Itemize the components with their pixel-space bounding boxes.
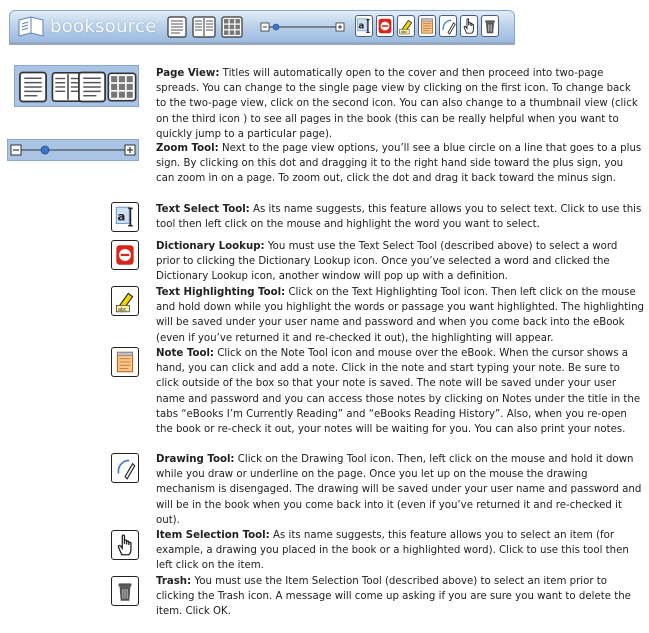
trash-section bbox=[156, 574, 644, 620]
single-page-view-icon[interactable] bbox=[167, 16, 187, 38]
section-body: You must use the Text Select Tool (described above) to select a word prior to clicking the Dictionary Lookup icon. Once you’ve selected a word and clicked the Dictionary Lookup icon, another window will pop up with a definition. bbox=[156, 241, 618, 283]
item-selection-section bbox=[156, 528, 644, 574]
drawing-icon bbox=[111, 453, 139, 483]
two-page-view-icon[interactable] bbox=[192, 16, 216, 38]
note-icon bbox=[111, 347, 139, 377]
dictionary-icon bbox=[111, 240, 139, 270]
dictionary-icon[interactable] bbox=[376, 15, 394, 37]
highlighter-icon[interactable] bbox=[397, 15, 415, 37]
hand-icon[interactable] bbox=[460, 15, 478, 37]
section-title: Page View: bbox=[156, 68, 220, 79]
zoom-slider-icon bbox=[8, 140, 138, 160]
note-tool-section bbox=[156, 346, 644, 437]
text-select-icon bbox=[111, 202, 139, 232]
section-title: Item Selection Tool: bbox=[156, 530, 270, 541]
toolbar-divider bbox=[9, 43, 515, 45]
section-title: Dictionary Lookup: bbox=[156, 241, 265, 252]
page-view-illustration bbox=[14, 65, 139, 107]
section-body: As its name suggests, this feature allows you to select an item (for example, a drawing you placed in the book or a highlighted word). Click to use this tool then left click on the item. bbox=[156, 530, 629, 572]
section-body: Next to the page view options, you’ll see a blue circle on a line that goes to a plus sign. By clicking on this dot and dragging it to the right hand side toward the plus sign, you can zoom in on a page. To zoom out, click the dot and drag it back toward the minus sign. bbox=[156, 143, 642, 185]
text-select-icon[interactable] bbox=[355, 15, 373, 37]
booksource-toolbar bbox=[9, 10, 515, 43]
page-view-section bbox=[156, 66, 644, 142]
section-title: Zoom Tool: bbox=[156, 143, 219, 154]
trash-icon[interactable] bbox=[481, 15, 499, 37]
tool-palette bbox=[355, 15, 499, 37]
thumbnail-view-icon[interactable] bbox=[221, 16, 243, 38]
section-title: Drawing Tool: bbox=[156, 454, 235, 465]
dictionary-section bbox=[156, 239, 644, 285]
section-body: Click on the Text Highlighting Tool icon. Then left click on the mouse and hold down while you highlight the words or passage you want highlighted. The highlighting will be saved under your user name and password and when you come back into the eBook (even if you’ve returned it and re-checked it out), the highlighting will appear. bbox=[156, 287, 644, 344]
section-title: Trash: bbox=[156, 576, 192, 587]
two-page-view-icon bbox=[77, 71, 107, 103]
hand-icon bbox=[111, 530, 139, 560]
text-select-section bbox=[156, 202, 644, 232]
section-body: As its name suggests, this feature allows you to select text. Click to use this tool then left click on the mouse and highlight the word you want to select. bbox=[156, 204, 642, 231]
highlighting-section bbox=[156, 285, 644, 346]
zoom-tool-section bbox=[156, 141, 644, 187]
zoom-slider[interactable] bbox=[260, 19, 345, 35]
section-body: Click on the Drawing Tool icon. Then, left click on the mouse and hold it down while you draw or underline on the page. Once you let up on the mouse the drawing mechanism is disengaged. The drawing will be saved under your user name and password and will be in the book when you come back into it (even if you’ve returned it and re-checked it out). bbox=[156, 454, 642, 526]
drawing-icon[interactable] bbox=[439, 15, 457, 37]
thumbnail-view-icon bbox=[107, 71, 137, 103]
page-view-controls bbox=[167, 16, 243, 42]
brand-name: booksource bbox=[50, 16, 157, 37]
trash-icon bbox=[111, 576, 139, 606]
note-icon[interactable] bbox=[418, 15, 436, 37]
section-title: Text Highlighting Tool: bbox=[156, 287, 286, 298]
section-body: Click on the Note Tool icon and mouse over the eBook. When the cursor shows a hand, you can click and add a note. Click in the note and start typing your note. Be sure to click outside of the box so that your note is saved. The note will be saved under your user name and password and you can access those notes by clicking on Notes under the title in the tabs “eBooks I’m Currently Reading” and “eBooks Reading History”. Also, when you re-open the book or re-check it out, your notes will be waiting for you. You can also print your notes. bbox=[156, 348, 641, 436]
section-body: Titles will automatically open to the cover and then proceed into two-page spreads. You can change to the single page view by clicking on the first icon. To change back to the two-page view, click on the second icon. You can also change to a thumbnail view (click on the third icon ) to see all pages in the book (this can be really helpful when you want to quickly jump to a particular page). bbox=[156, 68, 638, 140]
section-body: You must use the Item Selection Tool (described above) to select an item prior to clicking the Trash icon. A message will come up asking if you are sure you want to delete the item. Click OK. bbox=[156, 576, 631, 618]
zoom-slider-illustration bbox=[7, 139, 139, 161]
single-page-view-icon bbox=[18, 71, 48, 103]
section-title: Note Tool: bbox=[156, 348, 215, 359]
drawing-tool-section bbox=[156, 452, 644, 528]
highlighter-icon bbox=[111, 286, 139, 316]
booksource-logo-icon bbox=[17, 15, 45, 39]
section-title: Text Select Tool: bbox=[156, 204, 250, 215]
